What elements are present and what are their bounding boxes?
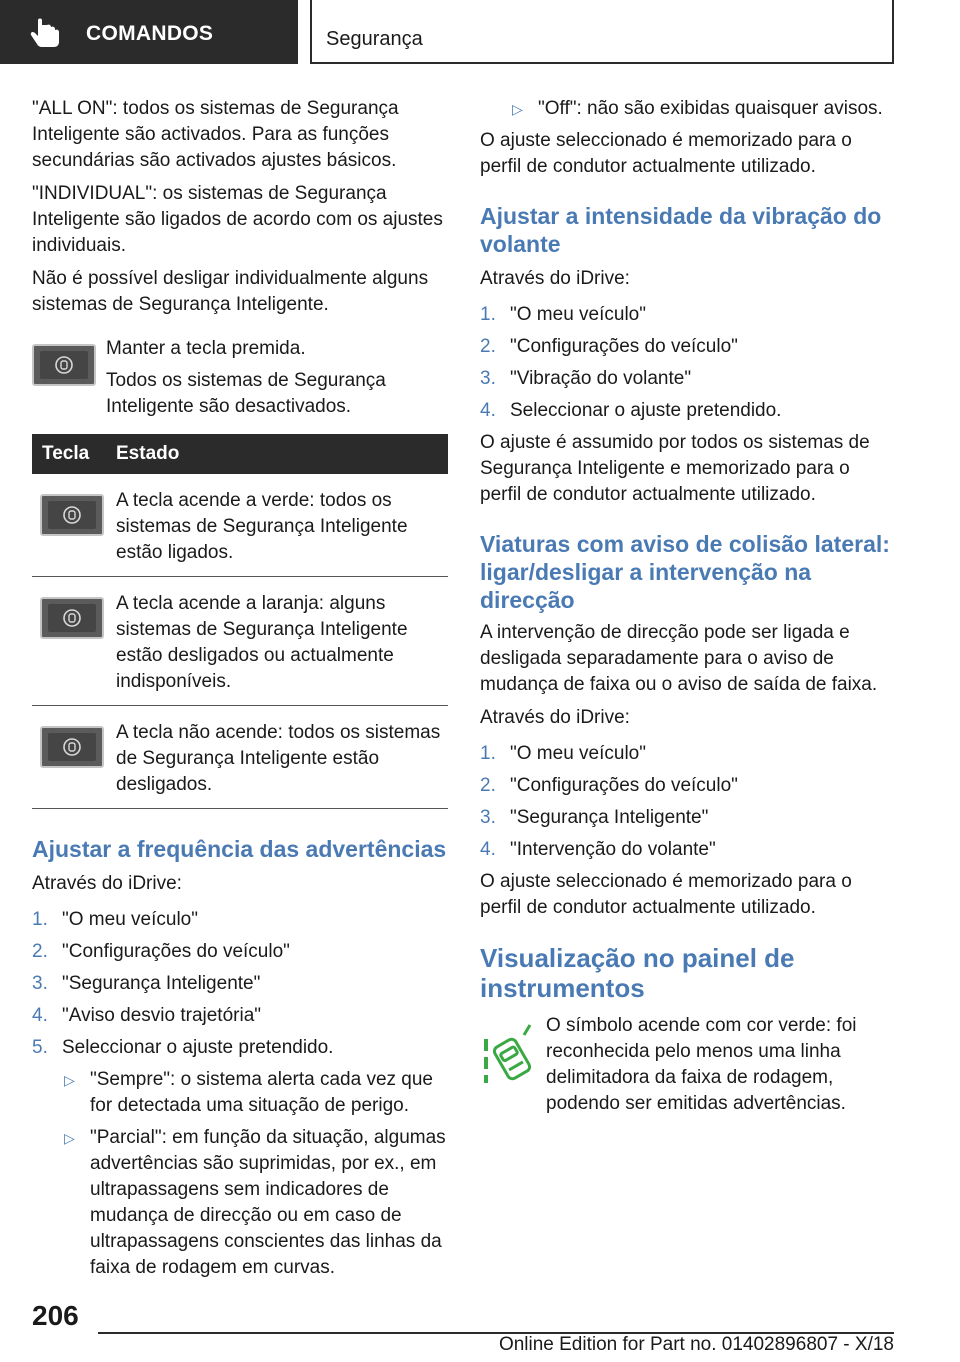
list-item: 2. "Configurações do veículo" (32, 941, 290, 962)
options-list-continued (510, 96, 896, 122)
triangle-bullet-icon: ▷ (64, 1072, 75, 1088)
paragraph-individual: "INDIVIDUAL": os sistemas de Segurança Inteligente são ligados de acordo com os ajustes individuais. (32, 183, 443, 256)
via-idrive: Através do iDrive: (480, 268, 630, 289)
list-item: 1. "O meu veículo" (480, 304, 646, 325)
list-item: 2. "Configurações do veículo" (480, 775, 738, 796)
list-item: ▷ "Sempre": o sistema alerta cada vez que for detectada uma situação de perigo. (64, 1069, 433, 1116)
hold-key-block (32, 336, 448, 420)
heading-vibration: Ajustar a intensidade da vibração do volante (480, 203, 882, 257)
steps-frequency (32, 907, 448, 1061)
list-item: 5. Seleccionar o ajuste pretendido. (32, 1037, 334, 1058)
left-column (32, 96, 448, 1287)
list-item: 4. "Intervenção do volante" (480, 839, 716, 860)
heading-instrument-display: Visualização no painel de instrumentos (480, 943, 795, 1003)
driving-assistance-button-icon (40, 597, 104, 639)
chapter-tab (0, 0, 298, 64)
key-status-table (32, 434, 448, 809)
table-cell-state: A tecla não acende: todos os sistemas de Segurança Inteligente estão desligados. (116, 706, 448, 809)
driving-assistance-button-icon (40, 494, 104, 536)
heading-lateral-collision: Viaturas com aviso de colisão lateral: ligar/desligar a intervenção na direcção (480, 531, 890, 613)
options-list (62, 1067, 448, 1281)
hold-key-result: Todos os sistemas de Segurança Inteligente são desactivados. (106, 370, 386, 417)
hand-pointer-icon (28, 16, 68, 50)
list-item: 1. "O meu veículo" (480, 743, 646, 764)
driving-assistance-button-icon (32, 344, 96, 386)
driving-assistance-button-icon (40, 726, 104, 768)
lane-departure-icon (480, 1023, 536, 1085)
list-item: 4. Seleccionar o ajuste pretendido. (480, 400, 782, 421)
symbol-description: O símbolo acende com cor verde: foi reconhecida pelo menos uma linha delimitadora da faixa de rodagem, podendo ser emitidas advertências. (546, 1015, 857, 1114)
hold-key-text: Manter a tecla premida. (106, 338, 306, 359)
paragraph-steering-intervention: A intervenção de direcção pode ser ligada e desligada separadamente para o aviso de mudança de faixa ou o aviso de saída de faixa. (480, 622, 878, 695)
list-item: ▷ "Parcial": em função da situação, algumas advertências são suprimidas, por ex., em ultrapassagens sem indicadores de mudança de direcção ou em caso de ultrapassagens conscientes das linhas da faixa de rodagem em curvas. (64, 1127, 446, 1278)
triangle-bullet-icon: ▷ (64, 1130, 75, 1146)
paragraph-assumed: O ajuste é assumido por todos os sistemas de Segurança Inteligente e memorizado para o perfil de condutor actualmente utilizado. (480, 432, 870, 505)
list-item: 4. "Aviso desvio trajetória" (32, 1005, 262, 1026)
paragraph-not-possible: Não é possível desligar individualmente alguns sistemas de Segurança Inteligente. (32, 268, 429, 315)
list-item: ▷ "Off": não são exibidas quaisquer avisos. (510, 96, 896, 122)
list-item: 3. "Segurança Inteligente" (32, 973, 261, 994)
table-header-state: Estado (116, 434, 448, 474)
paragraph-memorized-2: O ajuste seleccionado é memorizado para o perfil de condutor actualmente utilizado. (480, 871, 852, 918)
section-title: Segurança (326, 28, 423, 50)
section-header (310, 0, 894, 64)
table-row (32, 577, 448, 706)
via-idrive: Através do iDrive: (480, 707, 630, 728)
heading-frequency: Ajustar a frequência das advertências (32, 836, 447, 862)
footer-edition: Online Edition for Part no. 01402896807 - X/18 (498, 1334, 894, 1355)
paragraph-all-on: "ALL ON": todos os sistemas de Segurança Inteligente são activados. Para as funções secundárias são activados ajustes básicos. (32, 98, 399, 171)
table-header-key: Tecla (32, 434, 116, 474)
display-symbol-block (480, 1013, 896, 1117)
paragraph-memorized: O ajuste seleccionado é memorizado para o perfil de condutor actualmente utilizado. (480, 130, 852, 177)
list-item: 3. "Segurança Inteligente" (480, 807, 709, 828)
steps-intervention (480, 741, 896, 863)
page-number: 206 (32, 1300, 79, 1331)
triangle-bullet-icon: ▷ (512, 101, 523, 117)
chapter-title: COMANDOS (86, 22, 214, 45)
table-cell-state: A tecla acende a verde: todos os sistemas de Segurança Inteligente estão ligados. (116, 474, 448, 577)
list-item: 3. "Vibração do volante" (480, 368, 692, 389)
right-column (480, 96, 896, 1117)
table-row (32, 474, 448, 577)
table-row (32, 706, 448, 809)
table-cell-state: A tecla acende a laranja: alguns sistemas de Segurança Inteligente estão desligados ou actualmente indisponíveis. (116, 577, 448, 706)
via-idrive: Através do iDrive: (32, 873, 182, 894)
list-item: 1. "O meu veículo" (32, 909, 198, 930)
list-item: 2. "Configurações do veículo" (480, 336, 738, 357)
steps-vibration (480, 302, 896, 424)
